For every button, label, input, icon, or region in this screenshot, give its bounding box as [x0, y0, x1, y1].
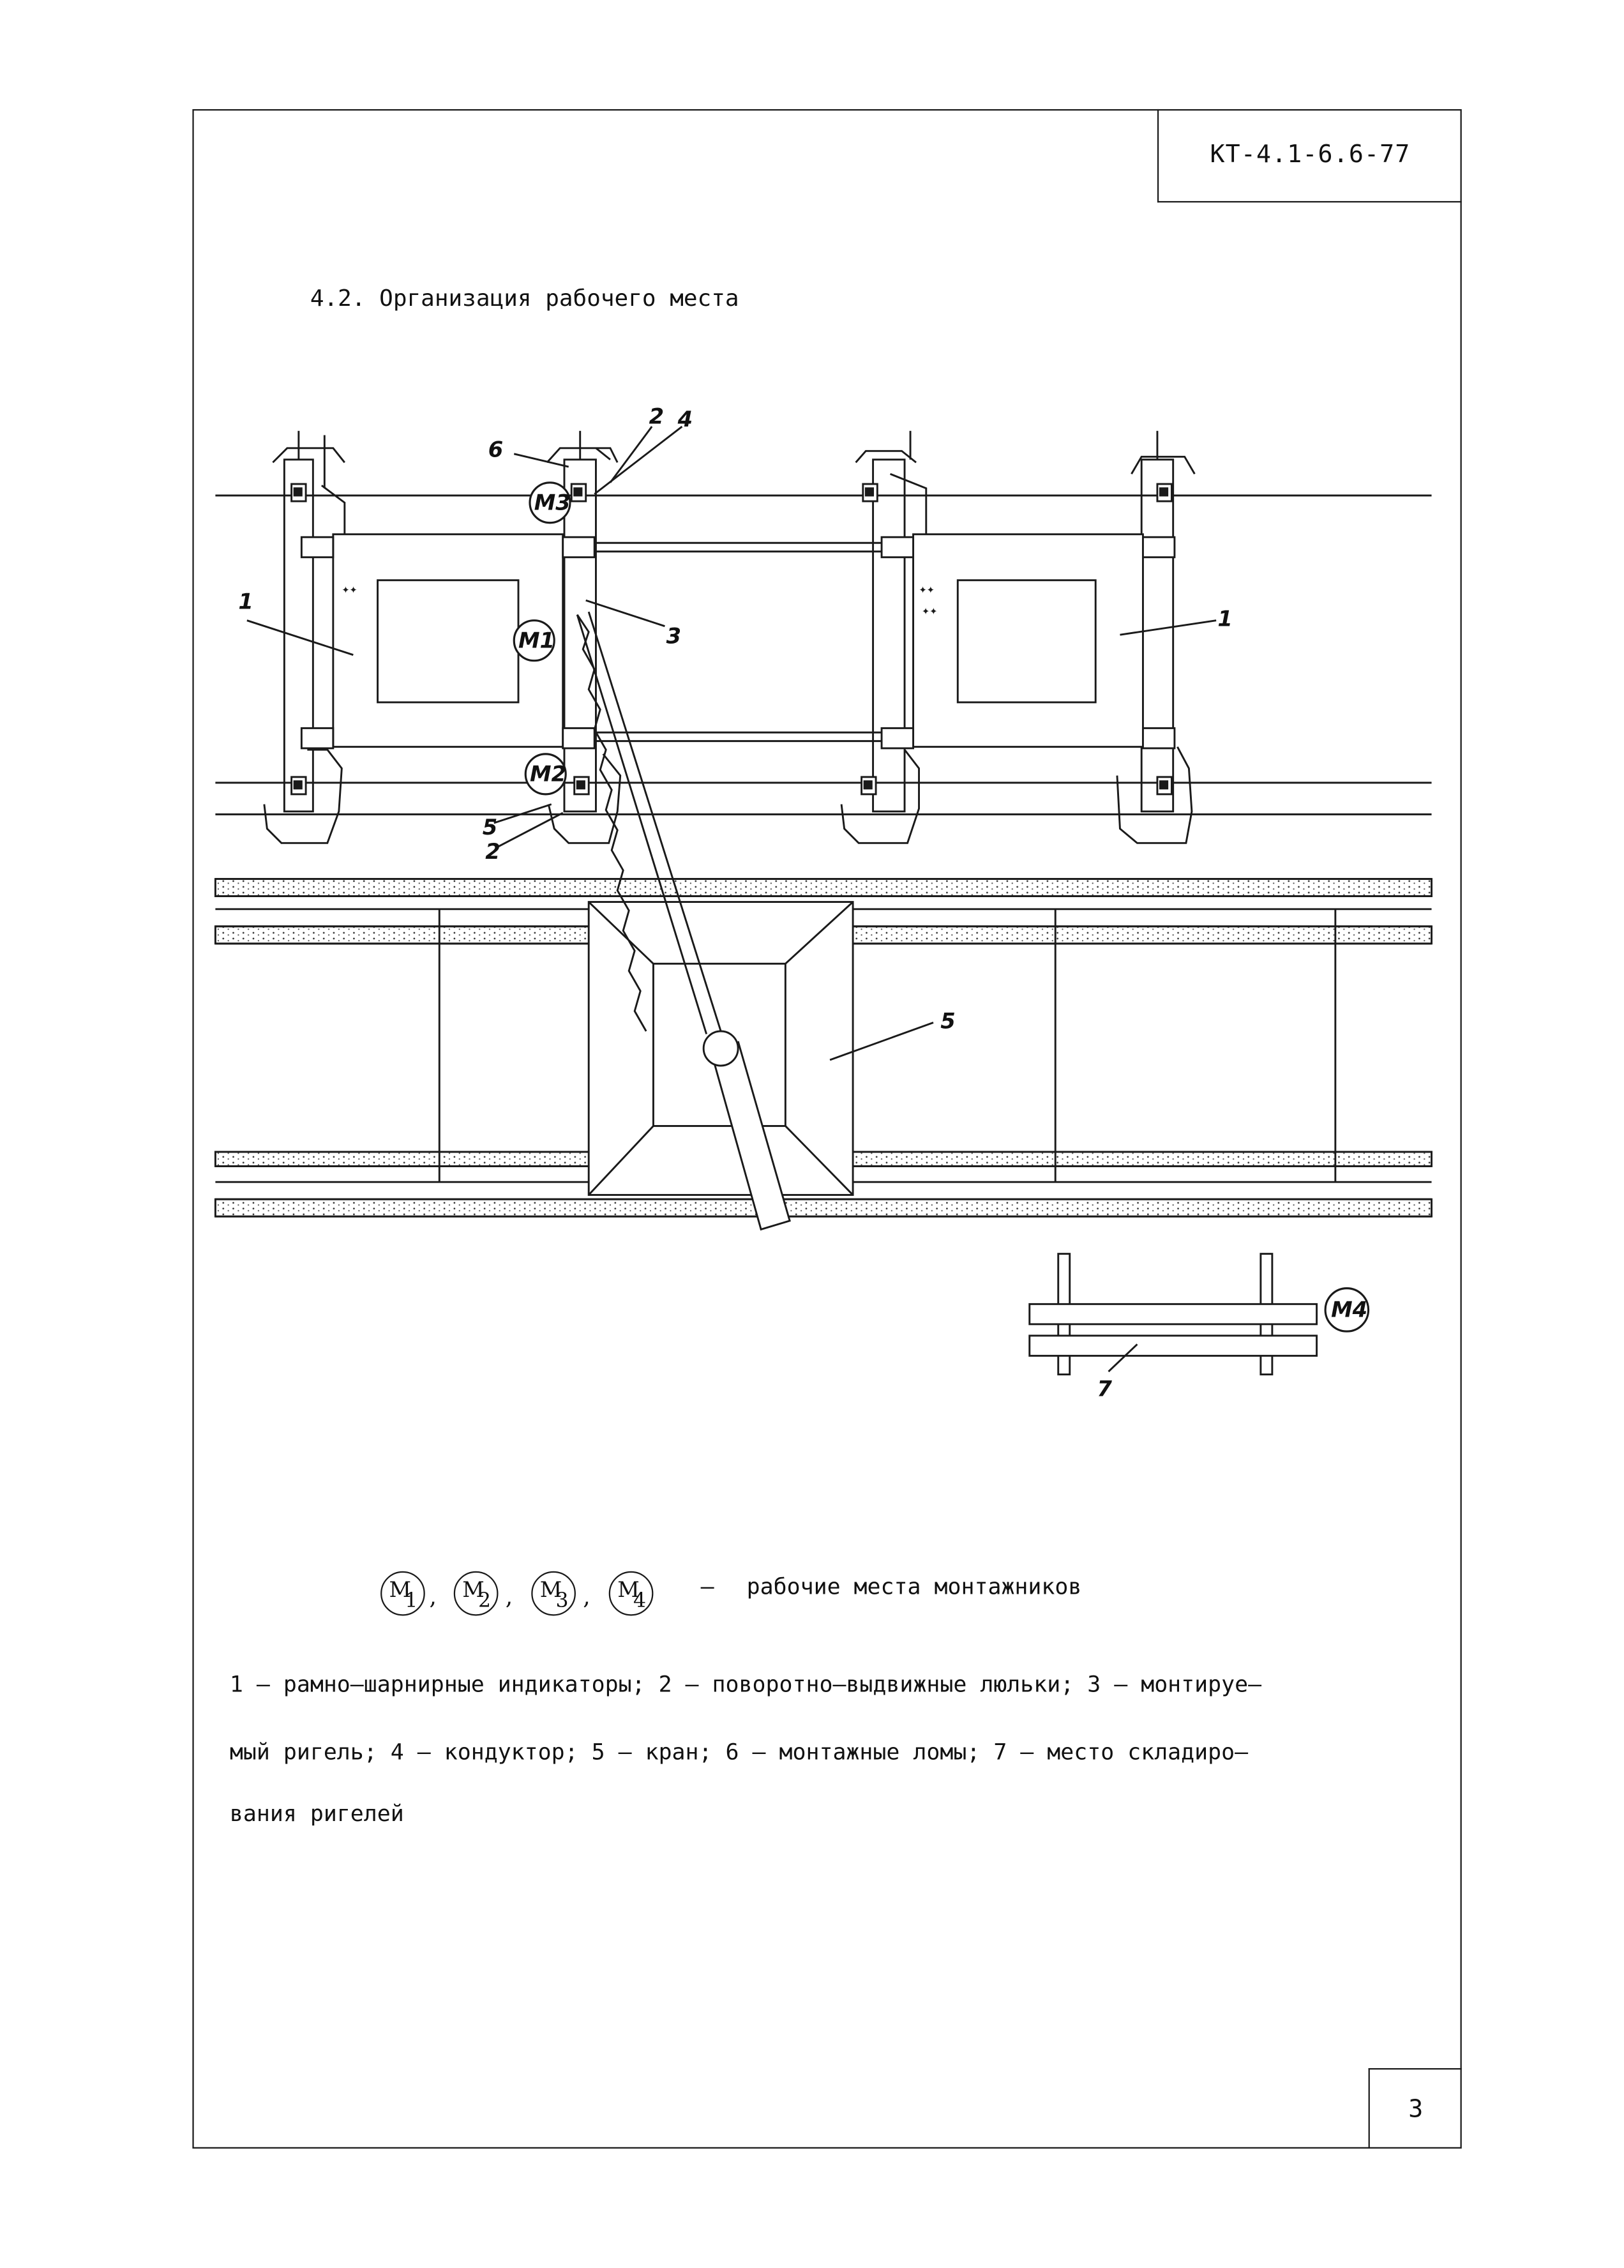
legend-m3-symbol: M 3	[531, 1571, 576, 1616]
caption-line-2: мый ригель; 4 – кондуктор; 5 – кран; 6 – монтажные ломы; 7 – место складиро–	[229, 1739, 1249, 1765]
legend-m1-symbol: M 1	[380, 1571, 425, 1616]
girder-storage	[1030, 1254, 1317, 1375]
label-3: 3	[666, 623, 682, 649]
frame-indicator-panel-right	[882, 534, 1175, 748]
section-title: 4.2. Организация рабочего места	[310, 284, 739, 312]
label-1-left: 1	[238, 589, 253, 614]
label-m3: M3	[534, 490, 571, 515]
legend-text: рабочие места монтажников	[746, 1574, 1082, 1600]
label-5-crane: 5	[940, 1008, 956, 1034]
label-m1: M1	[518, 628, 555, 653]
label-4: 4	[677, 407, 693, 432]
label-2-bottom: 2	[485, 839, 500, 865]
label-5-lower: 5	[482, 814, 498, 840]
label-7: 7	[1097, 1376, 1112, 1402]
page-number: 3	[1369, 2068, 1462, 2149]
legend-dash: –	[700, 1574, 714, 1600]
label-2-top: 2	[649, 404, 665, 429]
svg-text:✦✦: ✦✦	[922, 602, 938, 618]
label-1-right: 1	[1217, 606, 1233, 631]
label-m4: M4	[1331, 1297, 1368, 1322]
crane	[577, 612, 853, 1229]
svg-text:✦✦: ✦✦	[342, 580, 357, 596]
label-6: 6	[488, 437, 504, 462]
svg-text:✦✦: ✦✦	[919, 580, 935, 596]
document-code: КТ-4.1-6.6-77	[1157, 109, 1462, 202]
label-m2: M2	[529, 761, 567, 787]
legend-m2-symbol: M 2	[454, 1571, 499, 1616]
caption-line-1: 1 – рамно–шарнирные индикаторы; 2 – поворотно–выдвижные люльки; 3 – монтируе–	[229, 1672, 1262, 1698]
legend-m4-symbol: M 4	[609, 1571, 654, 1616]
caption-line-3: вания ригелей	[229, 1801, 404, 1827]
document-page: КТ-4.1-6.6-77 4.2. Организация рабочего места ✦✦ ✦✦ ✦✦ 1 1 2 4 2 3 5 5 6 7 M3 M1 M2 M4 M 1 , M 2 , M 3 , M 4 – рабочие места монтажников 1 – рамно–шарнирные индикаторы; 2 – поворотно–выдвижные люльки; 3 – монтируе– мый ригель; 4 – кондуктор; 5 – кран; 6 – монтажные ломы; 7 – место складиро– вания ригелей 3	[0, 0, 1624, 2268]
